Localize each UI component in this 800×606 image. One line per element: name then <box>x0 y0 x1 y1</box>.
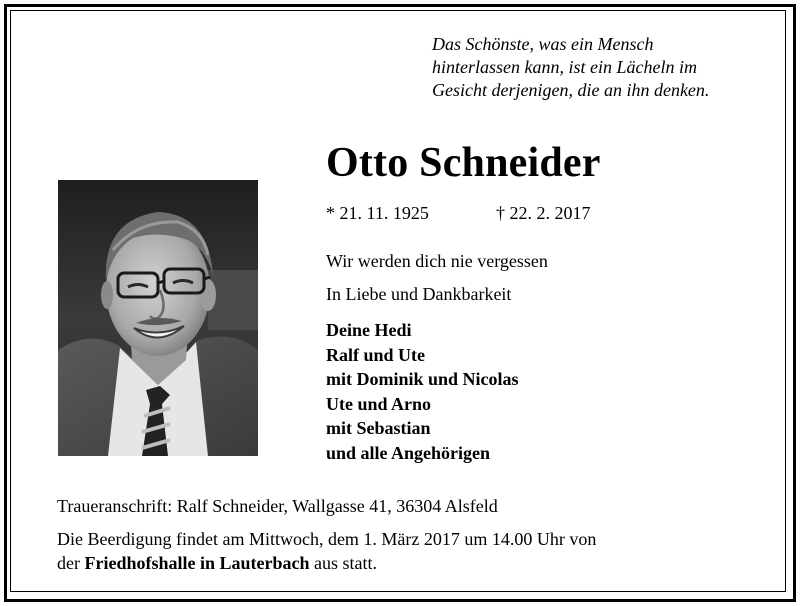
mourners-list <box>326 318 519 465</box>
mourner: mit Dominik und Nicolas <box>326 369 519 389</box>
birth-date: * 21. 11. 1925 <box>326 203 429 223</box>
mourner: Deine Hedi <box>326 320 412 340</box>
memorial-quote <box>432 33 772 102</box>
mourning-address: Traueranschrift: Ralf Schneider, Wallgasse 41, 36304 Alsfeld <box>57 496 498 516</box>
message-line: In Liebe und Dankbarkeit <box>326 284 512 304</box>
funeral-suffix: aus statt. <box>314 553 377 573</box>
quote-line: Das Schönste, was ein Mensch <box>432 34 654 54</box>
mourner: Ralf und Ute <box>326 344 426 365</box>
funeral-notice <box>57 527 596 575</box>
portrait-photo <box>58 180 258 456</box>
deceased-name: Otto Schneider <box>326 140 601 186</box>
mourner: mit Sebastian <box>326 418 431 438</box>
mourner: und alle Angehörigen <box>326 442 491 463</box>
mourner: Ute und Arno <box>326 393 432 414</box>
funeral-prefix: der <box>57 553 80 573</box>
message-line: Wir werden dich nie vergessen <box>326 251 548 271</box>
quote-line: Gesicht derjenigen, die an ihn denken. <box>432 80 710 100</box>
funeral-place: Friedhofshalle in Lauterbach <box>84 553 310 573</box>
funeral-line <box>57 551 596 575</box>
funeral-line: Die Beerdigung findet am Mittwoch, dem 1. März 2017 um 14.00 Uhr von <box>57 529 597 549</box>
quote-line: hinterlassen kann, ist ein Lächeln im <box>432 57 697 77</box>
death-date: † 22. 2. 2017 <box>496 203 591 223</box>
